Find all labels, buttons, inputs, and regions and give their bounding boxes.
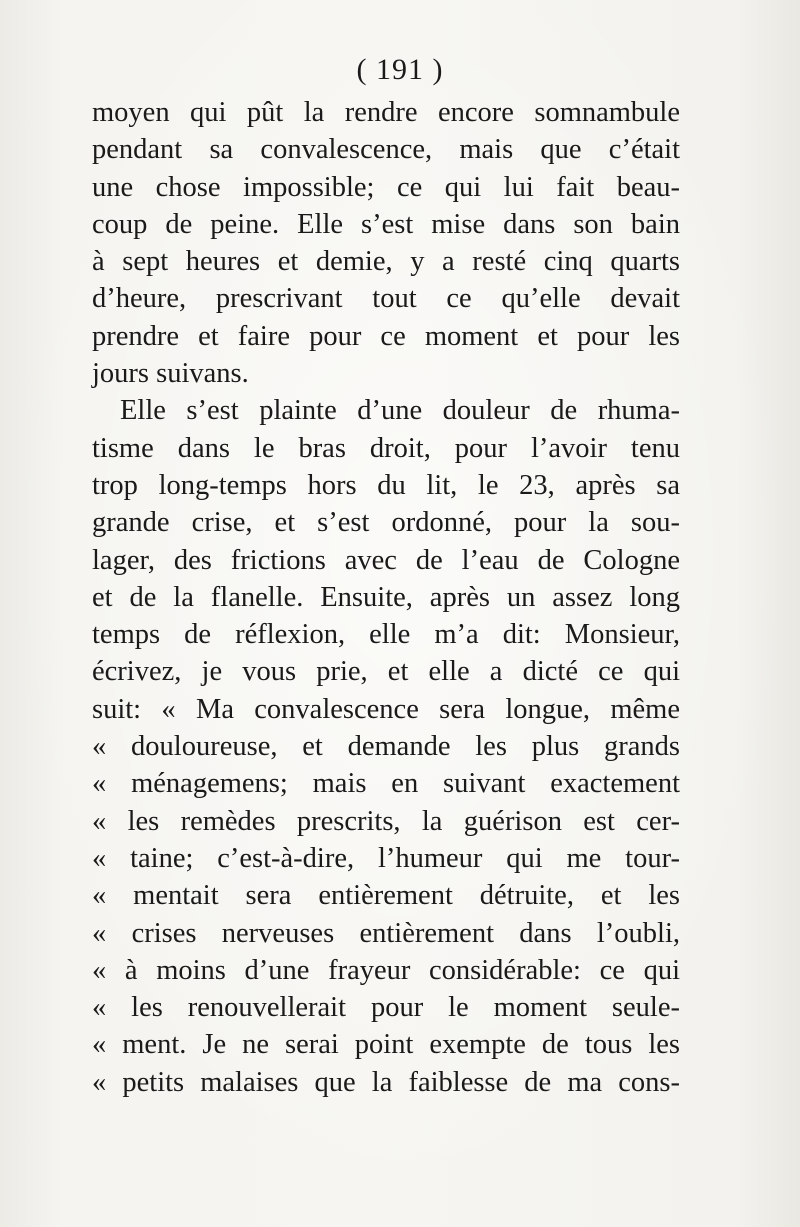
text-line: prendre et faire pour ce moment et pour les (92, 320, 680, 352)
text-line: lager, des frictions avec de l’eau de Cologne (92, 544, 680, 576)
text-line: jours suivans. (92, 358, 249, 390)
text-line: une chose impossible; ce qui lui fait beau- (92, 171, 680, 203)
text-line: « à moins d’une frayeur considérable: ce qui (92, 954, 680, 986)
text-line: « douloureuse, et demande les plus grands (92, 731, 680, 763)
text-line: « petits malaises que la faiblesse de ma cons- (92, 1066, 680, 1098)
text-line: pendant sa convalescence, mais que c’était (92, 134, 680, 166)
text-line: « ménagemens; mais en suivant exactement (92, 768, 680, 800)
text-line: à sept heures et demie, y a resté cinq quarts (92, 246, 680, 278)
text-line: « mentait sera entièrement détruite, et les (92, 880, 680, 912)
text-line: d’heure, prescrivant tout ce qu’elle devait (92, 283, 680, 315)
text-line: écrivez, je vous prie, et elle a dicté ce qui (92, 656, 680, 688)
body-text (92, 94, 680, 1101)
text-line: « les renouvellerait pour le moment seule- (92, 992, 680, 1024)
text-line: et de la flanelle. Ensuite, après un assez long (92, 581, 680, 613)
text-line: tisme dans le bras droit, pour l’avoir tenu (92, 432, 680, 464)
text-line: moyen qui pût la rendre encore somnambule (92, 97, 680, 128)
text-line: « taine; c’est-à-dire, l’humeur qui me tour- (92, 842, 680, 874)
text-line: coup de peine. Elle s’est mise dans son bain (92, 208, 680, 240)
text-line: « les remèdes prescrits, la guérison est cer- (92, 805, 680, 837)
text-line: grande crise, et s’est ordonné, pour la sou- (92, 507, 680, 539)
paragraph-first-line: Elle s’est plainte d’une douleur de rhuma- (120, 395, 680, 427)
text-line: trop long-temps hors du lit, le 23, après sa (92, 469, 680, 501)
text-line: « crises nerveuses entièrement dans l’oubli, (92, 917, 680, 949)
page-number: ( 191 ) (356, 53, 444, 86)
text-line: « ment. Je ne serai point exempte de tous les (92, 1029, 680, 1061)
text-line: temps de réflexion, elle m’a dit: Monsieur, (92, 619, 680, 651)
text-line: suit: « Ma convalescence sera longue, même (92, 693, 680, 725)
